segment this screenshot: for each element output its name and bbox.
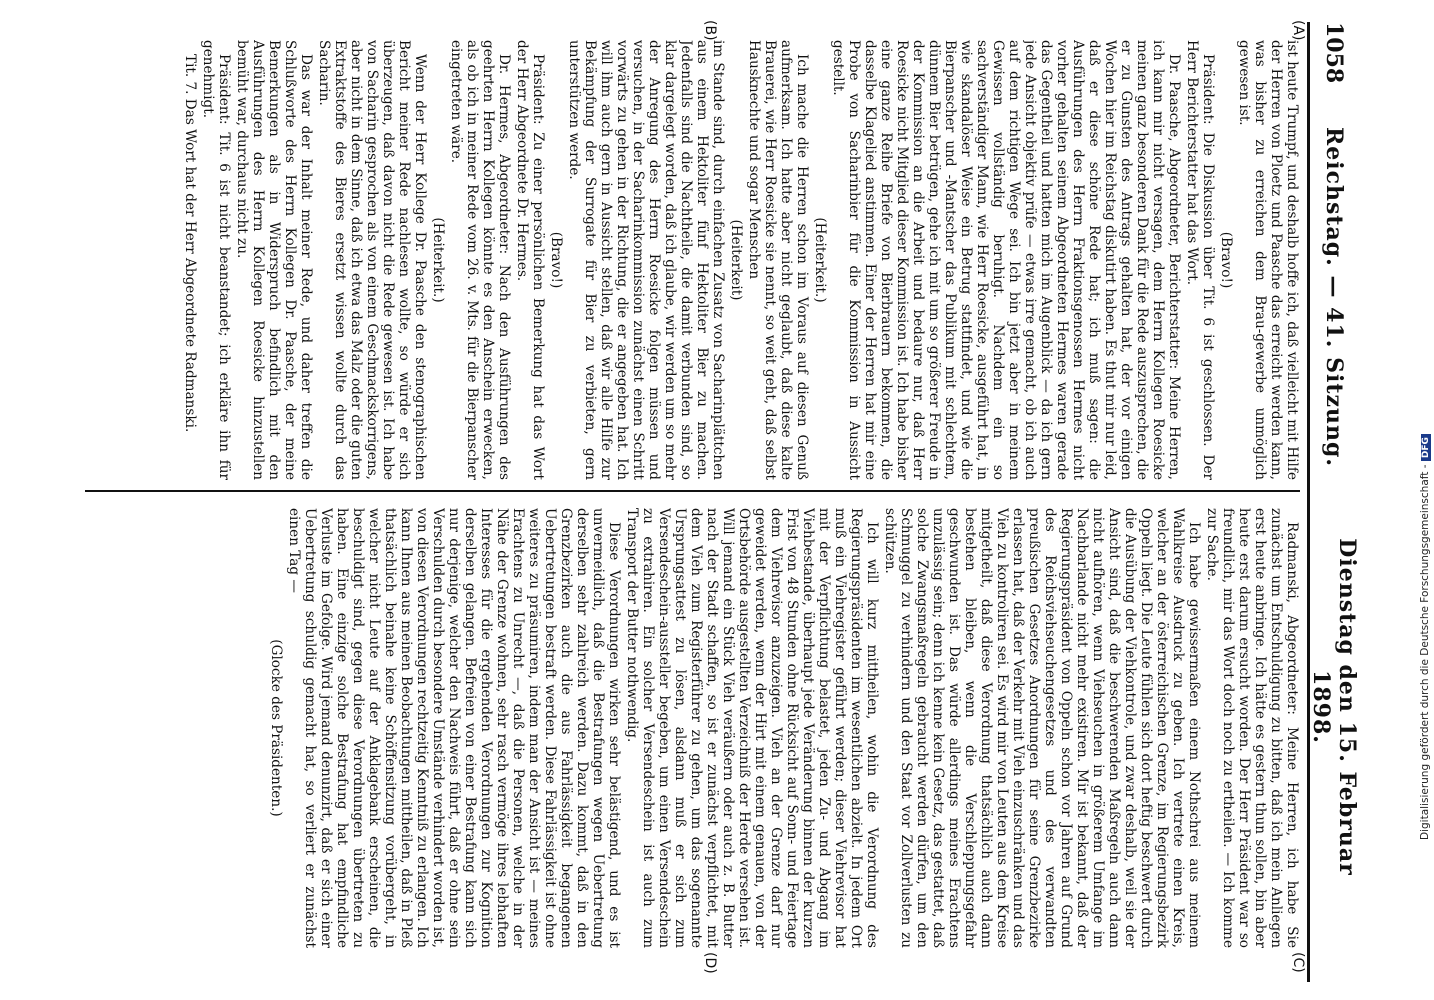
paragraph: im Stande sind, durch einfachen Zusatz von Sacharinplättchen aus einem Hektoliter fünf Hektoliter Bier zu machen. Jedenfalls sind die Nachtheile, die damit verbunden sind, so klar dargelegt worden, daß ich glaube, wir werden um so mehr der Anregung des Herrn Roesicke folgen müssen und versuchen, in der Sacharinkommission zunächst einen Schritt vorwärts zu gehen in der Richtung, die er angegeben hat. Ich will ihm auch gern in Aussicht stellen, daß wir alle Hilfe zur Bekämpfung der Surrogate für Bier zu verbieten, gern unterstützen werde.	[566, 40, 726, 480]
interjection: (Heiterkeit.)	[812, 217, 828, 303]
header-left-title: Reichstag. — 41. Sitzung.	[1321, 126, 1347, 468]
header-right-title: Dienstag den 15. Februar 1898.	[1308, 538, 1360, 876]
paragraph: Wenn der Herr Kollege Dr. Paasche den stenographischen Bericht meiner Rede nachlesen wollte, so würde er sich überzeugen, daß davon nicht die Rede gewesen ist. Ich habe von Sacharin gesprochen als von einem Geschmackskorrigens, aber nicht in dem Sinne, daß ich etwa das Malz oder die guten Extraktstoffe des Bieres ersetzt wissen wollte durch das Sacharin.	[316, 40, 428, 480]
column-divider	[85, 490, 1300, 492]
paragraph: Dr. Paasche, Abgeordneter, Berichterstatter: Meine Herren, ich kann mir nicht versagen, dem Herrn Kollegen Roesicke meinen ganz besonderen Dank für die Rede auszusprechen, die er zu Gunsten des Antrags gehalten hat, der vor einigen Wochen hier im Reichstag diskutirt haben. Es thut mir nur leid, daß er diese schöne Rede hat; ich muß sagen: die Ausführungen des Herrn Fraktionsgenossen Hermes nicht vorher gehalten seinem Abgeordneten Hermes waren gerade das Gegentheil und hatten mich im Augenblick — da ich gern jede Ansicht objektiv prüfe — etwas irre gemacht, ob ich auch auf dem richtigen Wege sei. Ich bin jetzt aber in meinem Gewissen vollständig beruhigt. Nachdem ein so sachverständiger Mann, wie Herr Roesicke, ausgeführt hat, in wie skandalöser Weise ein Betrug stattfindet, und wie die Bierpanscher und -Mantscher das Publikum mit schlechtem, dünnem Bier betrügen, gehe ich mit um so größerer Freude in der Kommission an die Arbeit und bedaure nur, daß Herr Roesicke nicht Mitglied dieser Kommission ist. Ich habe bisher eine ganze Reihe Briefe von Bierbrauern bekommen, die dasselbe Klagelied anstimmen. Einer der Herren hat mir eine Probe von Sacharinbier für die Kommission in Aussicht gestellt.	[830, 40, 1182, 480]
credit-text: Digitalisierung gefördert durch die Deutsche Forschungsgemeinschaft -	[1419, 464, 1431, 840]
digitization-credit	[1419, 20, 1433, 840]
paragraph: Ich habe gewissermaßen einem Nothschrei aus meinem Wahlkreise Ausdruck zu geben. Ich vertrete einen Kreis, welcher an der österreichischen Grenze, im Regierungsbezirk Oppeln liegt. Die Leute fühlen sich dort heftig beschwert durch die Ausübung der Viehkontrole, und zwar deshalb, weil sie der Ansicht sind, daß die beschwerenden Maßregeln auch dann nicht aufhören, wenn Viehseuchen in größerem Umfange im Nachbarlande nicht mehr existiren. Mir ist bekannt, daß der Regierungspräsident von Oppeln schon vor Jahren auf Grund des Reichsviehseuchengesetzes und des verwandten preußischen Gesetzes Anordnungen für seine Grenzbezirke erlassen hat, daß der Verkehr mit Vieh einzuschränken und das Vieh zu kontroliren sei. Es wird mir von Leuten aus dem Kreise mitgetheilt, daß diese Verordnung thatsächlich auch dann bestehen bleiben, wenn die Verschleppungsgefahr geschwunden ist. Das würde allerdings meines Erachtens unzulässig sein; denn ich kenne kein Gesetz, das gestattet, daß solche Zwangsmaßregeln gebraucht werden dürfen, um den Schmuggel zu verhindern und den Staat vor Zollverlusten zu schützen.	[882, 508, 1202, 948]
interjection: (Bravo!)	[548, 231, 564, 289]
paragraph: Ich will kurz mittheilen, wohin die Verordnung des Regierungspräsidenten im wesentlichen abzielt. In jedem Ort muß ein Viehregister geführt werden; dieser Viehrevisor hat mit der Verpflichtung belastet, jeden Zu- und Abgang im Viehbestande, überhaupt jede Veränderung binnen der kurzen Frist von 48 Stunden ohne Rücksicht auf Sonn- und Feiertage dem Viehrevisor anzuzeigen. Vieh an der Grenze darf nur geweidet werden, wenn der Hirt mit einem genauen, von der Ortsbehörde ausgestellten Verzeichniß der Herde versehen ist. Will jemand ein Stück Vieh veräußern oder auch z. B. Butter nach der Stadt schaffen, so ist er zunächst verpflichtet, mit dem Vieh zum Registerführer zu gehen, um das sogenannte Ursprungsattest zu lösen, alsdann muß er sich zum Versendeschein-aussteller begeben, um einen Versendeschein zu extrahiren. Ein solcher Versendeschein ist auch zum Transport der Butter nothwendig.	[624, 508, 880, 948]
marker-d: (D)	[702, 952, 718, 974]
interjection: (Bravo!)	[1218, 231, 1234, 289]
page-number: 1058	[1321, 22, 1347, 84]
paragraph: Präsident: Tit. 6 ist nicht beanstandet; ich erkläre ihn für genehmigt.	[200, 40, 232, 480]
page-header	[1307, 22, 1358, 982]
left-column	[80, 40, 1300, 480]
rotated-page	[68, 22, 1358, 982]
marker-c: (C)	[1290, 952, 1306, 973]
paragraph: Dr. Hermes, Abgeordneter: Nach den Ausführungen des geehrten Herrn Kollegen könnte es den Anschein erwecken, als ob ich in meiner Rede vom 26. v. Mts. für die Bierpanscher eingetreten wäre.	[448, 40, 512, 480]
paragraph: Radmanski, Abgeordneter: Meine Herren, ich habe Sie zunächst um Entschuldigung zu bitten, daß ich mein Anliegen erst heute anbringe. Ich hätte es gestern thun sollen, bin aber heute erst darum ersucht worden. Der Herr Präsident war so freundlich, mir das Wort doch noch zu ertheilen. — Ich komme zur Sache.	[1204, 508, 1300, 948]
paragraph: Ich mache die Herren schon im Voraus auf diesen Genuß aufmerksam. Ich hatte aber nicht geglaubt, daß diese kalte Brauerei, wie Herr Roesicke sie nennt, so weit geht, daß selbst Hausknechte und sogar Menschen	[746, 40, 810, 480]
paragraph: Tit. 7. Das Wort hat der Herr Abgeordnete Radmanski.	[182, 54, 198, 433]
paragraph: Präsident: Die Diskussion über Tit. 6 ist geschlossen. Der Herr Berichterstatter hat das Wort.	[1184, 40, 1216, 480]
paragraph: Das war der Inhalt meiner Rede, und daher treffen die Schlußworte des Herrn Kollegen Dr. Paasche, der meine Bemerkungen als in Widerspruch befindlich mit den Ausführungen des Herrn Kollegen Roesicke hinzustellen bemüht war, durchaus nicht zu.	[234, 40, 314, 480]
paragraph: Präsident: Zu einer persönlichen Bemerkung hat das Wort der Herr Abgeordnete Dr. Hermes.	[514, 40, 546, 480]
paragraph: ist heute Trumpf, und deshalb hoffe ich, daß vielleicht mit Hilfe der Herren von Ploetz und Paasche das erreicht werden kann, was bisher zu erreichen dem Brau-gewerbe unmöglich gewesen ist.	[1236, 40, 1300, 480]
paragraph: Diese Verordnungen wirken sehr belästigend, und es ist unvermeidlich, daß die Bestrafungen wegen Uebertretung derselben sehr zahlreich werden. Dazu kommt, daß in den Grenzbezirken auch die aus Fahrlässigkeit begangenen Uebertretungen bestraft werden. Diese Fahrlässigkeit ist ohne weiteres zu präsumiren, indem man der Ansicht ist — meines Erachtens zu Unrecht —, daß die Personen, welche in der Nähe der Grenze wohnen, sehr rasch vermöge ihres lebhaften Interesses für die ergehenden Verordnungen zur Kognition derselben gelangen. Befreien von einer Bestrafung kann sich nur derjenige, welcher den Nachweis führt, daß er ohne sein Verschulden durch besondere Umstände verhindert worden ist, von diesen Verordnungen rechtzeitig Kenntniß zu erlangen. Ich kann Ihnen aus meinen Beobachtungen mittheilen, daß in Pleß thatsächlich beinahe keine Schöffensitzung vorübergeht, in welcher nicht Leute auf der Anklagebank erscheinen, die beschuldigt sind, gegen diese Verordnungen übertreten zu haben. Eine einzige solche Bestrafung hat empfindliche Verluste im Gefolge. Wird jemand denunzirt, daß er sich einer Uebertretung schuldig gemacht hat, so verliert er zunächst einen Tag —	[286, 508, 622, 948]
dfg-logo: DFG	[1421, 434, 1431, 461]
right-column	[80, 508, 1300, 948]
interjection: (Glocke des Präsidenten.)	[268, 639, 284, 817]
interjection: (Heiterkeit.)	[430, 217, 446, 303]
interjection: (Heiterkeit)	[728, 219, 744, 301]
marker-b: (B)	[702, 20, 718, 41]
marker-a: (A)	[1290, 20, 1306, 41]
